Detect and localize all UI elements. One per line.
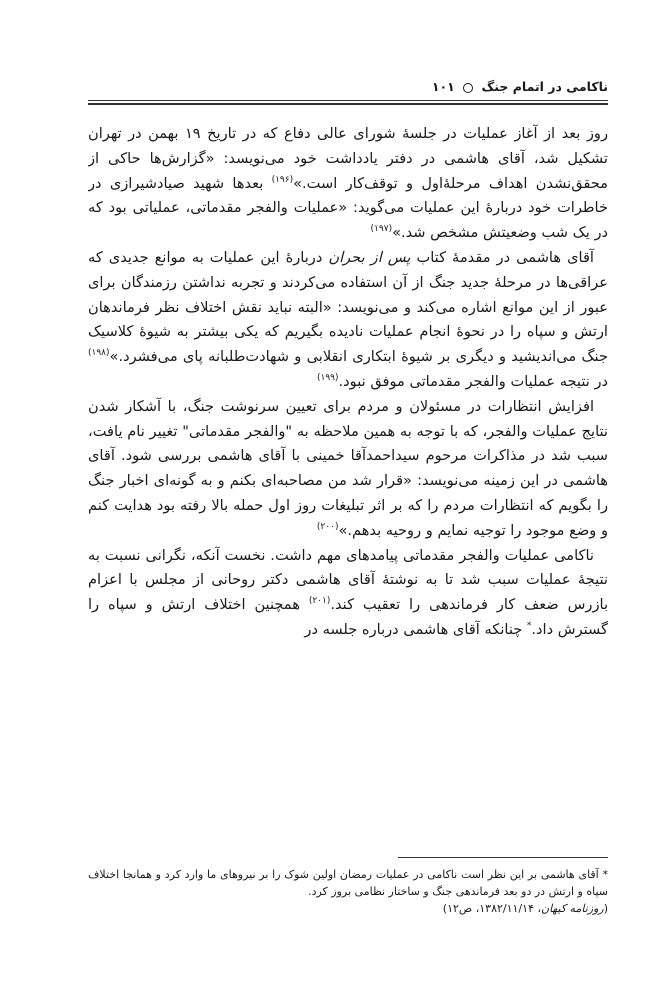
paragraph-text: آقای هاشمی در مقدمهٔ کتاب: [410, 248, 594, 266]
paragraph-text: همچنین اختلاف ارتش و سپاه را گسترش داد.: [88, 596, 608, 638]
paragraph-text: چنانکه آقای هاشمی درباره جلسه در: [304, 620, 527, 638]
footnote-source: [88, 900, 608, 917]
paragraph-text: در نتیجه عملیات والفجر مقدماتی موفق نبود.: [338, 372, 608, 390]
body-text: [88, 122, 608, 822]
endnote-ref: (۱۹۶): [271, 174, 294, 185]
header-rule-thick: [88, 103, 608, 105]
paragraph-1: [88, 122, 608, 246]
paragraph-text: روز بعد از آغاز عملیات در جلسهٔ شورای عالی دفاع که در تاریخ ۱۹ بهمن در تهران تشکیل شد، آقای هاشمی در دفتر یادداشت خود می‌نویسد: «گزارش‌ها حاکی از محقق‌نشدن اهداف مرحلهٔ‌اول و توقف‌کار است.»: [88, 125, 608, 192]
footnote-marker: *: [526, 621, 532, 632]
source-detail: ، ۱۳۸۲/۱۱/۱۴، ص۱۲): [442, 902, 541, 915]
endnote-ref: (۱۹۷): [370, 224, 393, 235]
source-name: روزنامه کیهان: [541, 902, 604, 915]
footnote-rule: [398, 857, 608, 858]
paragraph-text: دربارهٔ این عملیات به موانع جدیدی که عراقی‌ها در مرحلهٔ جدید جنگ از آن استفاده می‌کردند و تجربه نداشتن رزمندگان برای عبور از این موانع اشاره می‌کند و می‌نویسد: «البته نباید نقش اختلاف نظر فرماندهان ارتش و سپاه را در نحوهٔ انجام عملیات نادیده بگیریم که یکی بیشتر به شیوهٔ کلاسیک جنگ می‌اندیشید و دیگری بر شیوهٔ ابتکاری انقلابی و شهادت‌طلبانه پای می‌فشرد.»: [88, 248, 608, 366]
endnote-ref: (۲۰۰): [316, 521, 339, 532]
header-rule-thin: [88, 100, 608, 101]
circle-ornament-icon: [463, 83, 473, 93]
running-header: [88, 76, 608, 98]
paragraph-4: [88, 544, 608, 643]
paragraph-text: ناکامی عملیات والفجر مقدماتی پیامدهای مهم داشت. نخست آنکه، نگرانی نسبت به نتیجهٔ عملیات سبب شد تا به نوشتهٔ آقای هاشمی دکتر روحانی از مجلس با اعزام بازرس ضعف کار فرماندهی را تعقیب کند.: [88, 546, 608, 614]
paragraph-text: بعدها شهید صیادشیرازی در خاطرات خود دربارهٔ این عملیات می‌گوید: «عملیات والفجر مقدماتی، عملیاتی بود که در یک شب وضعیتش مشخص شد.»: [88, 174, 608, 242]
endnote-ref: (۱۹۹): [316, 373, 339, 384]
paragraph-text: افزایش انتظارات در مسئولان و مردم برای تعیین سرنوشت جنگ، با آشکار شدن نتایج عملیات والفجر، که با توجه به همین ملاحظه به "والفجر مقدماتی" تغییر نام یافت، سبب شد در مذاکرات مرحوم سیداحمدآقا خمینی با آقای هاشمی بررسی شود. آقای هاشمی در این زمینه می‌نویسد: «قرار شد من مصاحبه‌ای بکنم و به گونه‌ای اخبار جنگ را بگویم که انتظارات مردم را که بر اثر تبلیغات روز اول حمله بالا رفته بود هدایت کنم و وضع موجود را توجیه نمایم و روحیه بدهم.»: [88, 397, 608, 539]
footnote: [88, 866, 608, 946]
footnote-text: * آقای هاشمی بر این نظر است ناکامی در عملیات رمضان اولین شوک را بر نیروهای ما وارد کرد و همانجا اختلاف سپاه و ارتش در دو بعد فرماندهی جنگ و ساختار نظامی بروز کرد.: [88, 868, 608, 898]
endnote-ref: (۲۰۱): [308, 596, 331, 607]
paragraph-2: [88, 246, 608, 395]
book-title: پس از بحران: [328, 248, 411, 266]
source-paren: (: [603, 902, 608, 915]
page-number: ۱۰۱: [431, 79, 455, 94]
paragraph-3: [88, 395, 608, 544]
running-title: ناکامی در اتمام جنگ: [481, 79, 608, 94]
endnote-ref: (۱۹۸): [88, 348, 110, 359]
